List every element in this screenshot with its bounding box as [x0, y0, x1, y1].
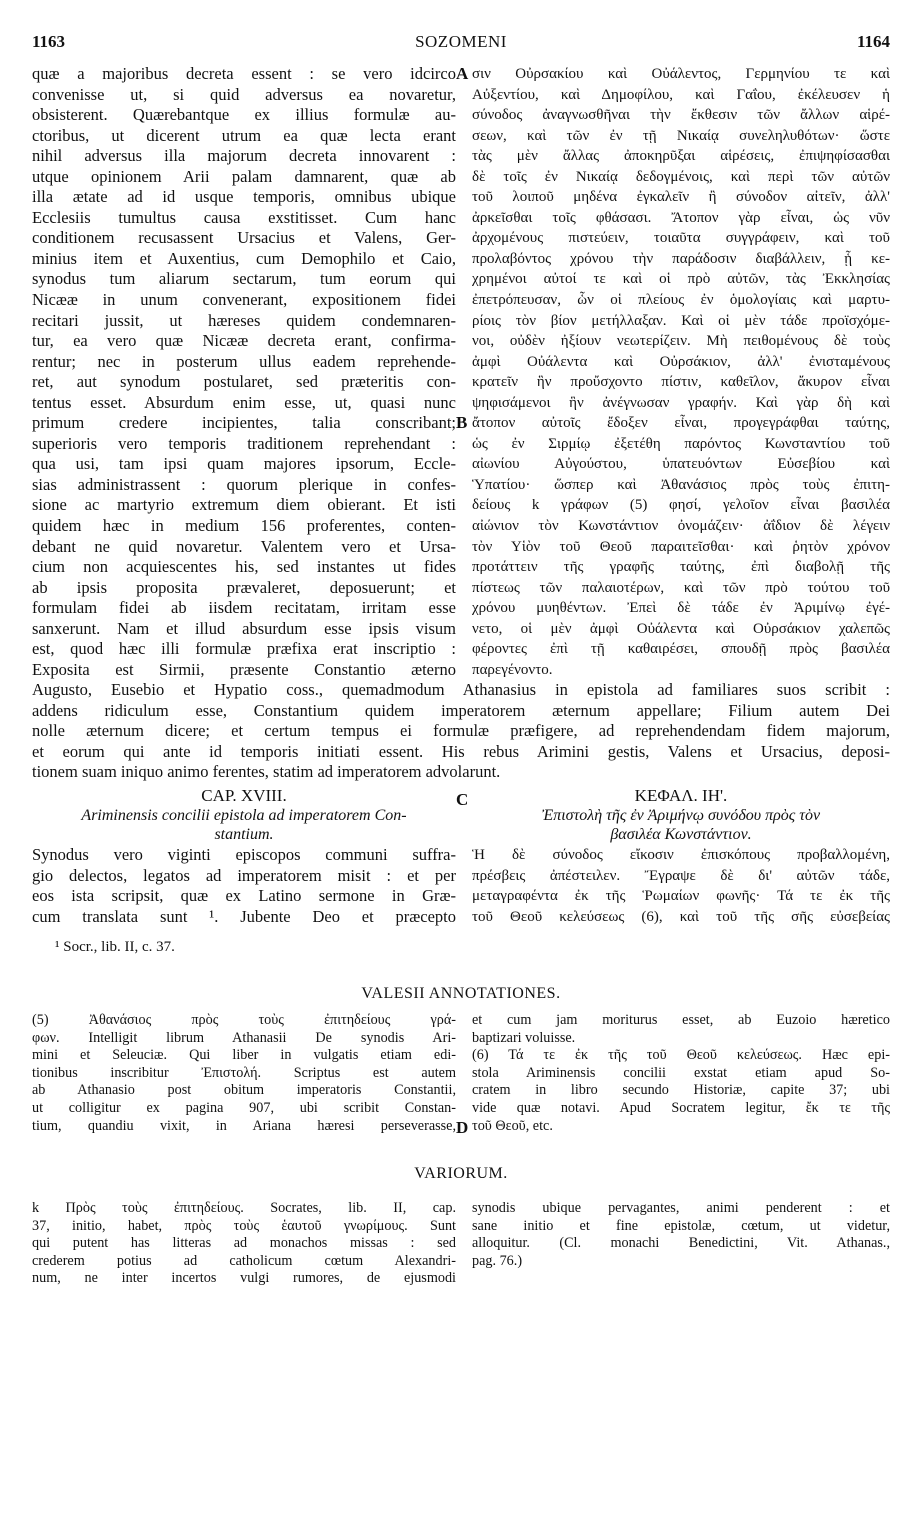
margin-marker-d: D	[456, 1118, 469, 1137]
variorum-heading: VARIORUM.	[414, 1165, 508, 1182]
annotation-line: 37, initio, habet, πρὸς τοὺς ἑαυτοῦ γνωρίμους. Sunt	[32, 1217, 456, 1234]
annotation-line: alloquitur. (Cl. monachi Benedictini, Vit. Athanas.,	[472, 1235, 890, 1252]
greek-text-line: φέροντες ἐπὶ τῇ καθαιρέσει, σπουδῇ πρὸς βασιλέα	[472, 641, 890, 658]
latin-text-line: cum translata sunt ¹. Jubente Deo et præcepto	[32, 906, 456, 926]
margin-marker-c: C	[456, 790, 469, 809]
variorum-notes-left	[32, 1200, 456, 1288]
greek-text-line: χρόνου μυηθέντων. Ἐπεὶ δὲ τάδε ἐν Ἀριμίνῳ ἐγέ-	[472, 600, 890, 617]
chapter-number-greek: ΚΕΦΑΛ. ΙΗ'.	[634, 786, 728, 805]
greek-text-line: Ὑπατίου· ὥσπερ καὶ Ἀθανάσιος πρὸς τοὺς ἐπιτη-	[472, 476, 890, 493]
latin-text-line: primum credere incipientes, talia conscribant;	[32, 413, 456, 433]
greek-text-line: νοι, οὐδὲν ἠξίουν νεωτερίζειν. Μὴ πειθομένους δὲ τοὺς	[472, 333, 890, 350]
chapter-title-greek	[472, 806, 890, 844]
annotation-line: et cum jam moriturus esset, ab Euzoio hæretico	[472, 1012, 890, 1028]
chapter-number-latin: CAP. XVIII.	[201, 786, 287, 805]
latin-text-line: utque opinionem Arii palam damnarent, quæ ab	[32, 166, 456, 186]
latin-text-line: gio delectos, legatos ad imperatorem misit : et per	[32, 865, 456, 885]
greek-text-line: τὰς μὲν ἄλλας ἀποκηρῦξαι αἱρέσεις, ἐπιψηφίσασθαι	[472, 148, 890, 165]
latin-text-line: Synodus vero viginti episcopos communi suffra-	[32, 845, 456, 864]
greek-text-line: ὡς ἐν Σιρμίῳ ἐξετέθη παρόντος Κωνσταντίου τοῦ	[472, 435, 890, 452]
latin-text-line: addens ridiculum esse, Constantium quidem imperatorem æternum appellare; Filium autem Dei	[32, 700, 890, 720]
chapter-title-line: βασιλέα Κωνστάντιον.	[610, 826, 752, 843]
greek-text-line: προτάττειν τῆς γραφῆς ταύτης, ἐπὶ διαβολῇ τῆς	[472, 559, 890, 576]
annotation-line: crederem potius ad catholicum cœtum Alexandri-	[32, 1252, 456, 1269]
greek-text-line: προλαβόντος χρόνου τὴν παράδοσιν διαβάλλειν, ᾗ κε-	[472, 250, 890, 267]
greek-text-line: δείους k γράφων (5) φησί, γελοῖον εἶναι βασιλέα	[472, 497, 890, 514]
greek-text-line: ἀμφὶ Οὐάλεντα καὶ Οὐρσάκιον, ἀλλ' ἐνισταμένους	[472, 353, 890, 370]
chapter-title-latin	[32, 806, 456, 844]
greek-column-top	[472, 64, 890, 680]
greek-text-line: κρατεῖν ἣν προὔσχοντο πίστιν, καθεῖλον, ἄκυρον εἶναι	[472, 374, 890, 391]
latin-text-line: tionem suam iniquo animo ferentes, statim ad imperatorem advolarunt.	[32, 762, 501, 782]
greek-text-line: αἰωνίου Αὐγούστου, ὑπατευόντων Εὐσεβίου καὶ	[472, 456, 890, 473]
latin-text-line: tur, ea vero quæ Nicææ decreta erant, confirma-	[32, 331, 456, 351]
latin-text-line: qua usi, tam ipsi quam majores ipsorum, Eccle-	[32, 454, 456, 474]
greek-text-line: πρέσβεις ἀπέστειλεν. Ἔγραψε δὲ δι' αὐτῶν τάδε,	[472, 867, 890, 884]
latin-text-line: et eorum qui ante id temporis initiati essent. His rebus Arimini gestis, Valens et Ursacius, deposi-	[32, 741, 890, 761]
greek-text-line: αἰώνιον τὸν Κωνστάντιον ὀνομάζειν· ἀΐδιον δὲ λέγειν	[472, 518, 890, 535]
latin-text-line: sias administrassent : quorum plerique in confes-	[32, 474, 456, 494]
running-header	[32, 32, 890, 56]
annotation-line: (5) Ἀθανάσιος πρὸς τοὺς ἐπιτηδείους γρά-	[32, 1012, 456, 1028]
greek-text-line: ἀρχομένους πιστεύειν, τοιαῦτα συγγράφειν, καὶ τοῦ	[472, 230, 890, 247]
latin-full-width	[32, 680, 890, 783]
variorum-notes-right	[472, 1200, 890, 1270]
latin-text-line: ret, aut synodum postularet, sed præteritis con-	[32, 372, 456, 392]
latin-text-line: ctoribus, ut dicerent utrum ea quæ lecta erant	[32, 125, 456, 145]
page-number-right: 1164	[856, 32, 890, 51]
chapter-heading-latin	[32, 786, 456, 844]
footnote: ¹ Socr., lib. II, c. 37.	[55, 939, 175, 955]
annotation-line: tium, quandiu vixit, in Ariana hæresi perseverasse,	[32, 1117, 456, 1134]
annotation-line: baptizari voluisse.	[472, 1029, 576, 1046]
annotation-line: synodis ubique pervagantes, animi penderent : et	[472, 1200, 890, 1216]
greek-text-line: σύνοδος ἀναγνωσθῆναι τὴν ἔκθεσιν τῶν ἄλλων αἱρέ-	[472, 107, 890, 124]
annotation-line: ab Athanasio post obitum imperatoris Constantii,	[32, 1082, 456, 1099]
latin-text-line: debant ne quid novaretur. Valentem vero et Ursa-	[32, 536, 456, 556]
valesii-notes-left	[32, 1012, 456, 1135]
annotation-line: pag. 76.)	[472, 1252, 523, 1269]
greek-text-line: ἄτοπον αὐτοῖς ἔδοξεν εἶναι, προγεγράφθαι ταύτης,	[472, 415, 890, 432]
latin-text-line: cium non acquiescentes his, sed instantes ut fides	[32, 557, 456, 577]
chapter-title-line: stantium.	[214, 826, 274, 843]
annotation-line: k Πρὸς τοὺς ἐπιτηδείους. Socrates, lib. II, cap.	[32, 1200, 456, 1216]
annotation-line: tionibus inscribitur Ἐπιστολή. Scriptus est autem	[32, 1064, 456, 1081]
annotation-line: sane initio et fine epistolæ, cœtum, ut videtur,	[472, 1217, 890, 1234]
greek-text-line: ἀρκεῖσθαι τοῖς φθάσασι. Ἄτοπον γὰρ εἶναι, ὡς νῦν	[472, 209, 890, 226]
annotation-line: vide quæ notavi. Apud Socratem legitur, ἔκ τε τῆς	[472, 1099, 890, 1116]
greek-chapter-text	[472, 845, 890, 927]
greek-text-line: ρίοις τὸν βίον μετήλλαξαν. Καὶ οἱ μὲν τάδε προϊσχόμε-	[472, 312, 890, 329]
latin-text-line: quæ a majoribus decreta essent : se vero idcirco	[32, 64, 456, 83]
latin-text-line: sanxerunt. Nam et illud absurdum esse ipsis visum	[32, 618, 456, 638]
latin-text-line: Augusto, Eusebio et Hypatio coss., quemadmodum Athanasius in epistola ad familiares suos scribit :	[32, 680, 890, 699]
latin-text-line: ab ipsis proposita prævaleret, deposuerunt; et	[32, 577, 456, 597]
annotation-line: stola Ariminensis concilii exstat etiam apud So-	[472, 1064, 890, 1081]
latin-text-line: convenisse ut, si quid adversus ea novaretur,	[32, 84, 456, 104]
annotation-line: τοῦ Θεοῦ, etc.	[472, 1117, 553, 1134]
latin-text-line: sione ac martyrio extremum diem obierant. Et isti	[32, 495, 456, 515]
greek-text-line: ψηφισάμενοι ἣν ἀνέγνωσαν γραφήν. Καὶ γὰρ δὴ καὶ	[472, 394, 890, 411]
chapter-heading-greek	[472, 786, 890, 844]
latin-text-line: eos ista scripsit, quæ ex Latino sermone in Græ-	[32, 886, 456, 906]
greek-text-line: τὸν Υἱὸν τοῦ Θεοῦ παραιτεῖσθαι· καὶ ῥητὸν χρόνον	[472, 538, 890, 555]
greek-text-line: νετο, οἱ μὲν ἀμφὶ Οὐάλεντα καὶ Οὐρσάκιον χαλεπῶς	[472, 620, 890, 637]
latin-text-line: quidem hæc in medium 156 proferentes, conten-	[32, 516, 456, 536]
margin-marker-b: B	[456, 413, 468, 432]
greek-text-line: σεων, καὶ τῶν ἐν τῇ Νικαίᾳ συνεληλυθότων· ὥστε	[472, 127, 890, 144]
greek-text-line: τοῦ Θεοῦ κελεύσεως (6), καὶ τοῦ τῆς σῆς εὐσεβείας	[472, 908, 890, 925]
annotation-line: num, ne inter incertos vulgi rumores, de ejusmodi	[32, 1270, 456, 1287]
latin-text-line: nolle æternum dicere; et certum tempus ei formulæ præfigere, ad reprehendendam fidem majorum,	[32, 721, 890, 741]
greek-text-line: σιν Οὐρσακίου καὶ Οὐάλεντος, Γερμηνίου τε καὶ	[472, 66, 890, 82]
latin-text-line: illa ætate ad id usque temporis, omnibus ubique	[32, 187, 456, 207]
annotation-line: mini et Seleuciæ. Qui liber in vulgatis etiam edi-	[32, 1047, 456, 1064]
annotation-line: cratem in libro secundo Historiæ, capite 37; ubi	[472, 1082, 890, 1099]
annotation-line: φων. Intelligit librum Athanasii De synodis Ari-	[32, 1029, 456, 1046]
latin-text-line: conditionem recusassent Ursacius et Valens, Ger-	[32, 228, 456, 248]
latin-text-line: obsisterent. Quærebantque ex illius formulæ au-	[32, 105, 456, 125]
latin-text-line: recitari jussit, ut hæreses quidem condemnaren-	[32, 310, 456, 330]
valesii-notes-right	[472, 1012, 890, 1135]
latin-text-line: Nicææ in unum convenerant, expositionem fidei	[32, 290, 456, 310]
margin-marker-a: A	[456, 64, 469, 83]
annotation-line: (6) Τά τε ἐκ τῆς τοῦ Θεοῦ κελεύσεως. Hæc epi-	[472, 1047, 890, 1064]
latin-text-line: nihil adversus illa majorum decreta innovarent :	[32, 146, 456, 166]
greek-text-line: πίστεως τῶν παλαιοτέρων, καὶ τῶν πρὸ τούτου τοῦ	[472, 579, 890, 596]
greek-text-line: τοῦ λοιποῦ μηδένα ἐγκαλεῖν ἢ σύνοδον αἰτεῖν, ἀλλ'	[472, 189, 890, 206]
latin-text-line: synodus tum aliarum sectarum, tum eorum qui	[32, 269, 456, 289]
latin-text-line: superioris vero temporis traditionem reprehendant :	[32, 433, 456, 453]
greek-text-line: μεταγραφέντα ἐκ τῆς Ῥωμαίων φωνῆς· Τά τε ἐκ τῆς	[472, 888, 890, 905]
greek-text-line: δὲ τοῖς ἐν Νικαίᾳ δεδογμένοις, καὶ περὶ τῶν αὐτῶν	[472, 168, 890, 185]
annotation-line: qui putent has litteras ad monachos missas : sed	[32, 1235, 456, 1252]
chapter-title-line: Ariminensis concilii epistola ad imperatorem Con-	[81, 807, 407, 824]
latin-text-line: Exposita est Sirmii, præsente Constantio æterno	[32, 659, 456, 679]
greek-text-line: ἐπετρόπευσαν, ὧν οἱ πλείους ἐν ὁμολογίαις καὶ μαρτυ-	[472, 292, 890, 309]
latin-text-line: est, quod hæc illi formulæ præfixa erat inscriptio :	[32, 639, 456, 659]
greek-text-line: παρεγένοντο.	[472, 661, 553, 678]
latin-column-top	[32, 64, 456, 680]
page-number-left: 1163	[32, 32, 66, 51]
latin-text-line: formulam fidei ab iisdem recitatam, irritam esse	[32, 598, 456, 618]
running-title: SOZOMENI	[415, 32, 507, 51]
latin-text-line: tentus esset. Absurdum enim esse, ut, quasi nunc	[32, 392, 456, 412]
greek-text-line: Ἡ δὲ σύνοδος εἴκοσιν ἐπισκόπους προβαλλομένη,	[472, 847, 890, 863]
valesii-heading: VALESII ANNOTATIONES.	[361, 985, 561, 1002]
annotation-line: ut colligitur ex pagina 907, ubi scribit Constan-	[32, 1099, 456, 1116]
chapter-title-line: Ἐπιστολὴ τῆς ἐν Ἀριμήνῳ συνόδου πρὸς τὸν	[541, 807, 821, 824]
latin-text-line: Ecclesiis tumultus causa exstitisset. Cum hanc	[32, 207, 456, 227]
latin-text-line: rentur; nec in posterum ullus eadem reprehende-	[32, 351, 456, 371]
latin-chapter-text	[32, 845, 456, 927]
greek-text-line: χρημένοι αὐτοί τε καὶ οἱ πρὸ αὐτῶν, τὰς Ἐκκλησίας	[472, 271, 890, 288]
latin-text-line: minius item et Auxentius, cum Demophilo et Caio,	[32, 248, 456, 268]
greek-text-line: Αὐξεντίου, καὶ Δημοφίλου, καὶ Γαΐου, ἐκέλευσεν ἡ	[472, 86, 890, 103]
